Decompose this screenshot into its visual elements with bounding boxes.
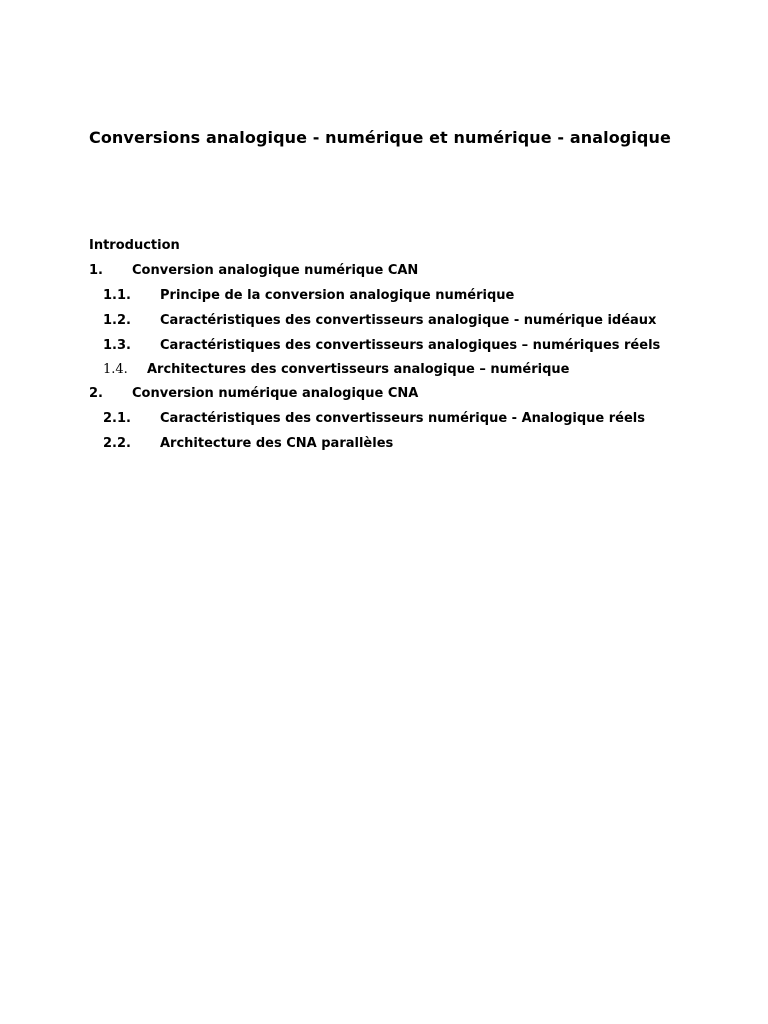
toc-item-label: Principe de la conversion analogique numérique — [160, 288, 515, 303]
toc-item-number: 1.3. — [103, 338, 131, 353]
toc-item-label: Conversion numérique analogique CNA — [132, 386, 419, 401]
toc-item-label: Caractéristiques des convertisseurs numérique - Analogique réels — [160, 411, 645, 426]
toc-item-number: 1.2. — [103, 313, 131, 328]
toc-item-number: 2. — [89, 386, 103, 401]
toc-item-number: 2.1. — [103, 411, 131, 426]
toc-item-label: Caractéristiques des convertisseurs analogique - numérique idéaux — [160, 313, 657, 328]
toc-item-label: Conversion analogique numérique CAN — [132, 263, 419, 278]
toc-item-number: 1.4. — [103, 362, 128, 377]
toc-item-number: 2.2. — [103, 436, 131, 451]
toc-item-label: Architectures des convertisseurs analogique – numérique — [147, 362, 570, 377]
document-title: Conversions analogique - numérique et numérique - analogique — [89, 128, 671, 147]
toc-introduction-label: Introduction — [89, 238, 180, 253]
toc-item-label: Caractéristiques des convertisseurs analogiques – numériques réels — [160, 338, 661, 353]
toc-introduction — [89, 238, 180, 254]
toc-item-number: 1.1. — [103, 288, 131, 303]
toc-item-number: 1. — [89, 263, 103, 278]
toc-item-label: Architecture des CNA parallèles — [160, 436, 394, 451]
